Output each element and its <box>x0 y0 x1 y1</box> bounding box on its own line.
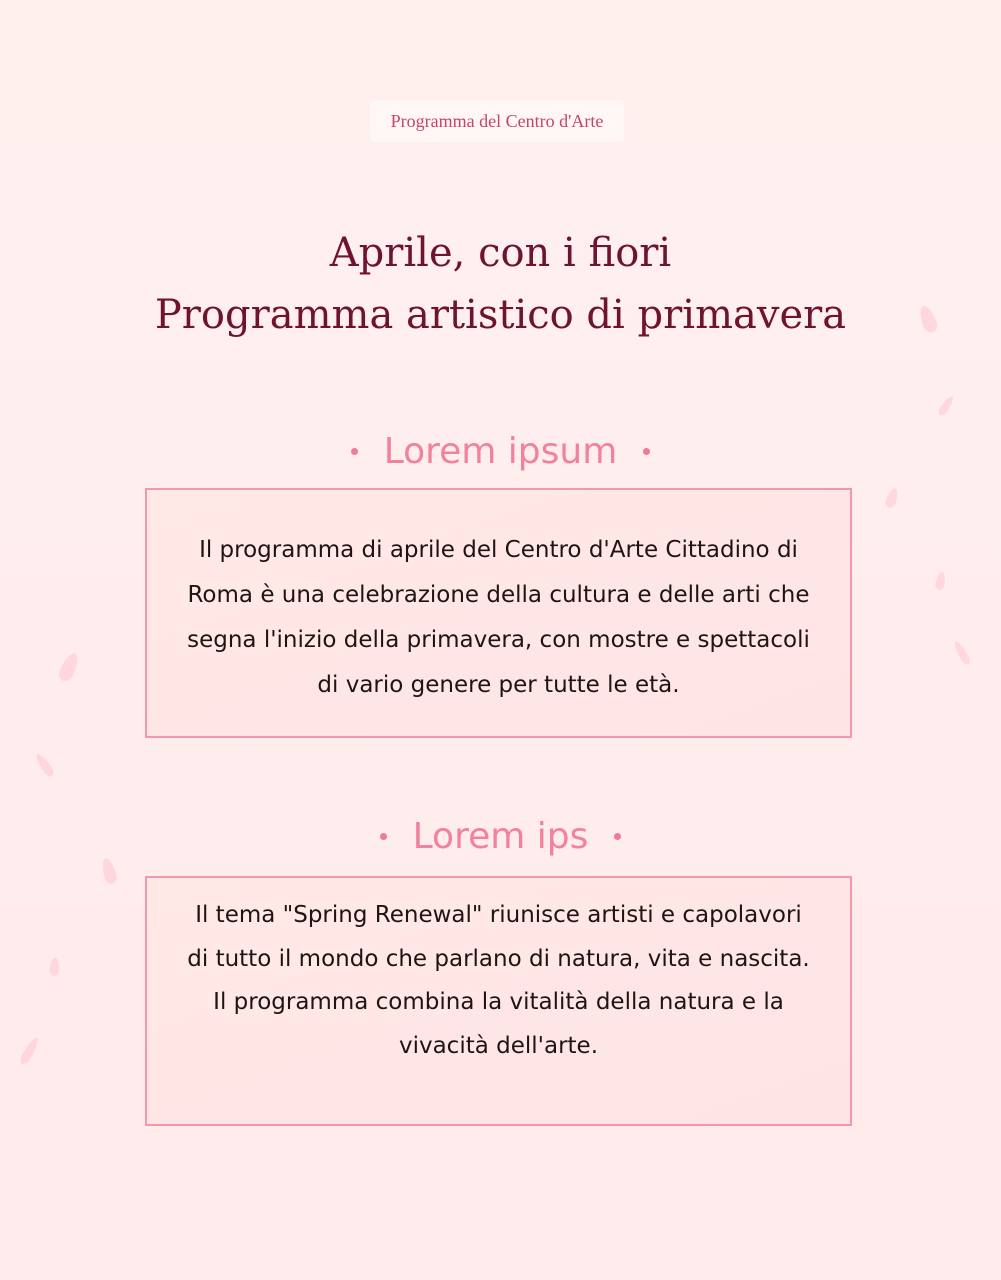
petal-icon <box>33 752 55 778</box>
section-1-paragraph-1: Il programma di aprile del Centro d'Arte Cittadino di Roma è una celebrazione della cultura e delle arti che segna l'inizio della primavera, con mostre e spettacoli di vario genere per tutte le età. <box>187 537 810 698</box>
petal-icon <box>935 571 947 590</box>
section-2-paragraph-1: Il tema "Spring Renewal" riunisce artisti e capolavori di tutto il mondo che parlano di natura, vita e nascita. <box>187 902 810 972</box>
section-heading-1-text: Lorem ipsum <box>383 431 618 472</box>
page-title <box>0 222 1001 346</box>
petal-icon <box>49 958 60 977</box>
petal-icon <box>18 1036 41 1066</box>
section-heading-2 <box>0 815 1001 859</box>
section-box-1 <box>145 488 852 738</box>
petal-icon <box>100 857 118 885</box>
title-line-2: Programma artistico di primavera <box>154 292 847 338</box>
bullet-dot-icon <box>380 833 387 840</box>
petal-icon <box>56 650 81 683</box>
section-heading-2-text: Lorem ips <box>412 816 589 857</box>
bullet-dot-icon <box>643 448 650 455</box>
section-2-paragraph-2: Il programma combina la vitalità della natura e la vivacità dell'arte. <box>213 989 784 1059</box>
bullet-dot-icon <box>351 448 358 455</box>
section-heading-1 <box>0 430 1001 474</box>
petal-icon <box>884 487 900 509</box>
bullet-dot-icon <box>614 833 621 840</box>
petal-icon <box>936 395 955 418</box>
petal-icon <box>952 640 972 667</box>
title-line-1: Aprile, con i fiori <box>329 230 672 276</box>
header-tag: Programma del Centro d'Arte <box>370 100 624 142</box>
section-box-2 <box>145 876 852 1126</box>
